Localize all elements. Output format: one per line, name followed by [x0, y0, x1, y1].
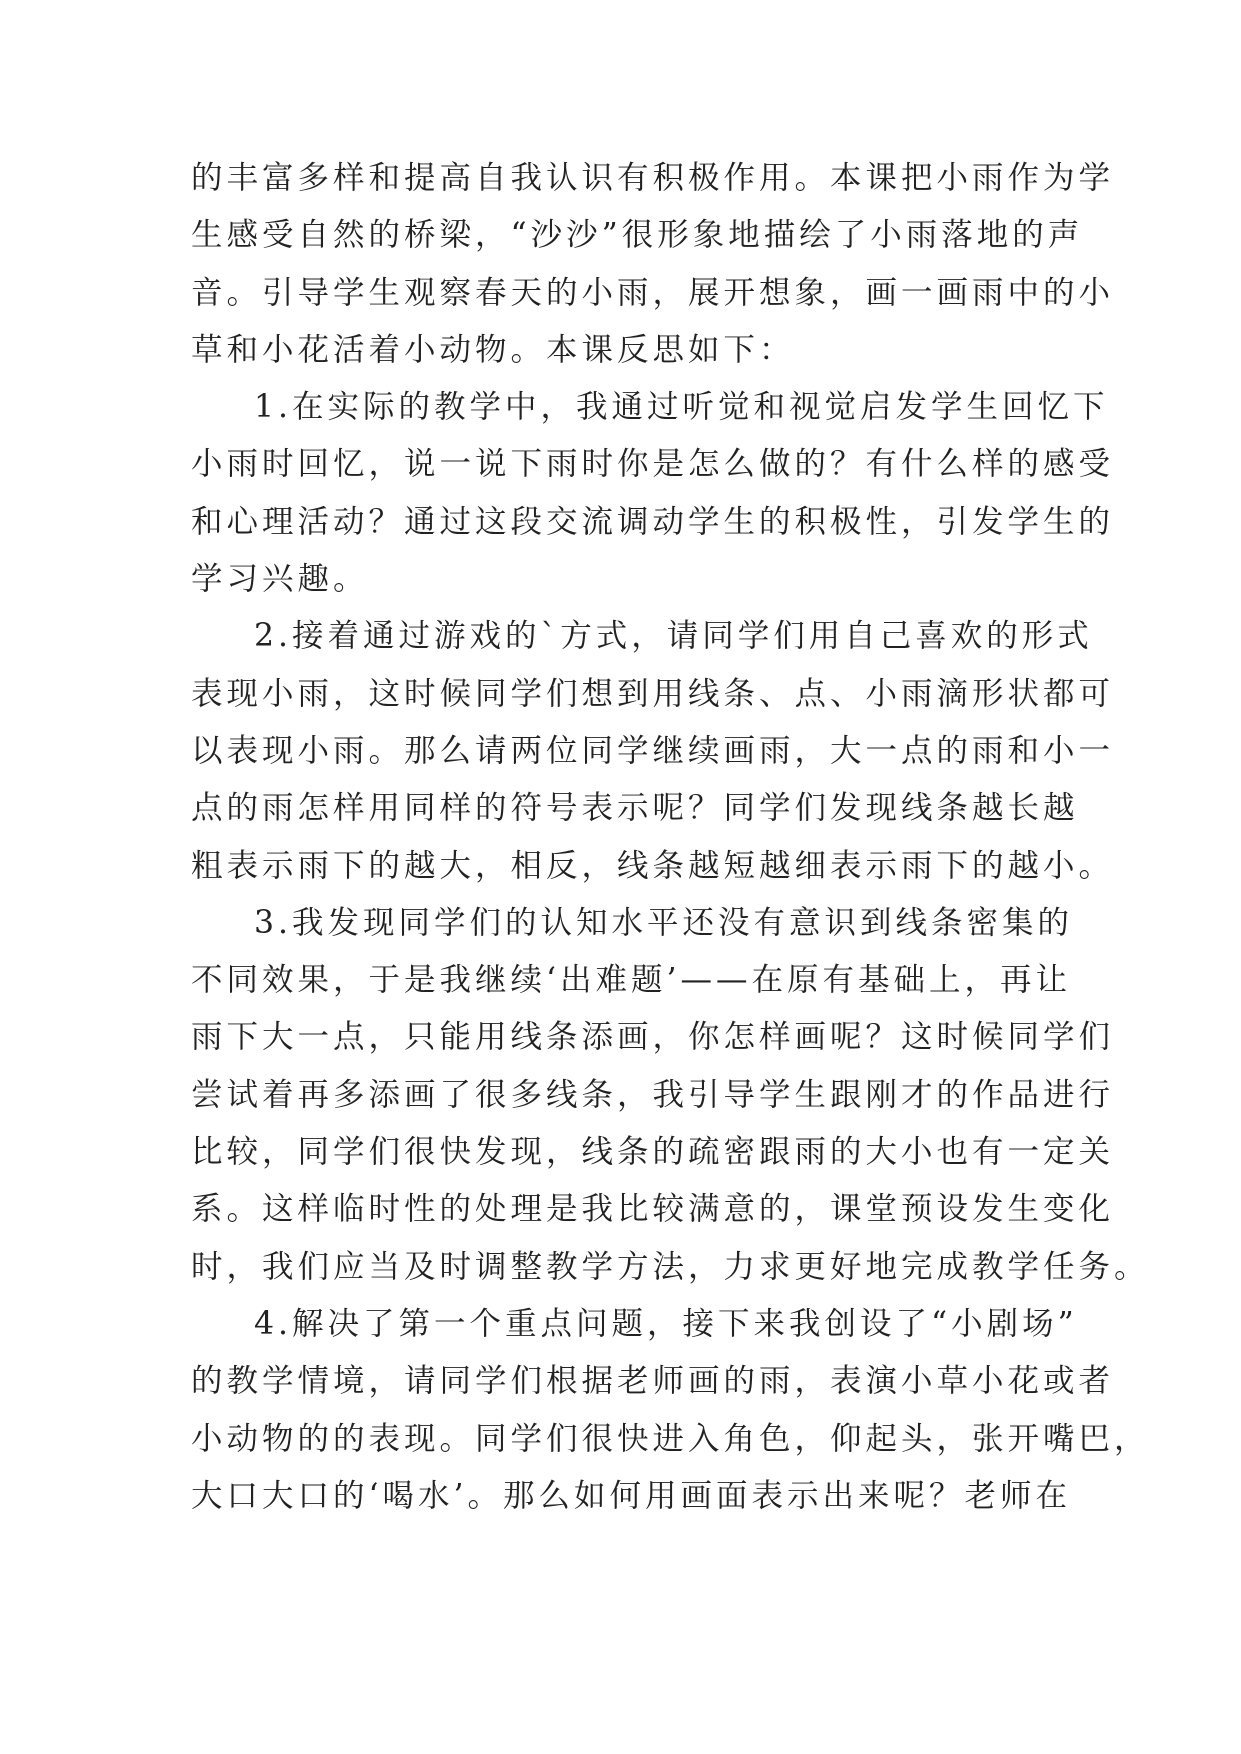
text-line: 时，我们应当及时调整教学方法，力求更好地完成教学任务。	[191, 1248, 1150, 1285]
text-line: 生感受自然的桥梁，“沙沙”很形象地描绘了小雨落地的声	[191, 217, 1084, 254]
text-line: 和心理活动？通过这段交流调动学生的积极性，引发学生的	[191, 503, 1115, 540]
text-line: 草和小花活着小动物。本课反思如下：	[191, 331, 795, 368]
text-line: 1.在实际的教学中，我通过听觉和视觉启发学生回忆下	[254, 389, 1109, 426]
text-line: 2.接着通过游戏的`方式，请同学们用自己喜欢的形式	[254, 618, 1093, 655]
text-line: 雨下大一点，只能用线条添画，你怎样画呢？这时候同学们	[191, 1019, 1115, 1056]
text-line: 4.解决了第一个重点问题，接下来我创设了“小剧场”	[254, 1305, 1078, 1342]
text-line: 小动物的的表现。同学们很快进入角色，仰起头，张开嘴巴，	[191, 1420, 1150, 1457]
text-line: 学习兴趣。	[191, 561, 369, 598]
text-line: 的丰富多样和提高自我认识有积极作用。本课把小雨作为学	[191, 160, 1115, 196]
text-line: 不同效果，于是我继续‘出难题’——在原有基础上，再让	[191, 962, 1072, 999]
text-line: 系。这样临时性的处理是我比较满意的，课堂预设发生变化	[191, 1191, 1115, 1228]
text-line: 粗表示雨下的越大，相反，线条越短越细表示雨下的越小。	[191, 847, 1115, 884]
text-line: 的教学情境，请同学们根据老师画的雨，表演小草小花或者	[191, 1363, 1115, 1400]
text-line: 点的雨怎样用同样的符号表示呢？同学们发现线条越长越	[191, 790, 1079, 827]
text-line: 大口大口的‘喝水’。那么如何用画面表示出来呢？老师在	[191, 1477, 1072, 1514]
text-line: 比较，同学们很快发现，线条的疏密跟雨的大小也有一定关	[191, 1134, 1115, 1171]
text-line: 3.我发现同学们的认知水平还没有意识到线条密集的	[254, 904, 1074, 941]
text-line: 音。引导学生观察春天的小雨，展开想象，画一画雨中的小	[191, 274, 1115, 311]
body-text	[191, 150, 1150, 1525]
text-line: 尝试着再多添画了很多线条，我引导学生跟刚才的作品进行	[191, 1076, 1115, 1113]
text-line: 小雨时回忆，说一说下雨时你是怎么做的？有什么样的感受	[191, 446, 1115, 483]
text-line: 表现小雨，这时候同学们想到用线条、点、小雨滴形状都可	[191, 675, 1115, 712]
text-line: 以表现小雨。那么请两位同学继续画雨，大一点的雨和小一	[191, 732, 1115, 769]
